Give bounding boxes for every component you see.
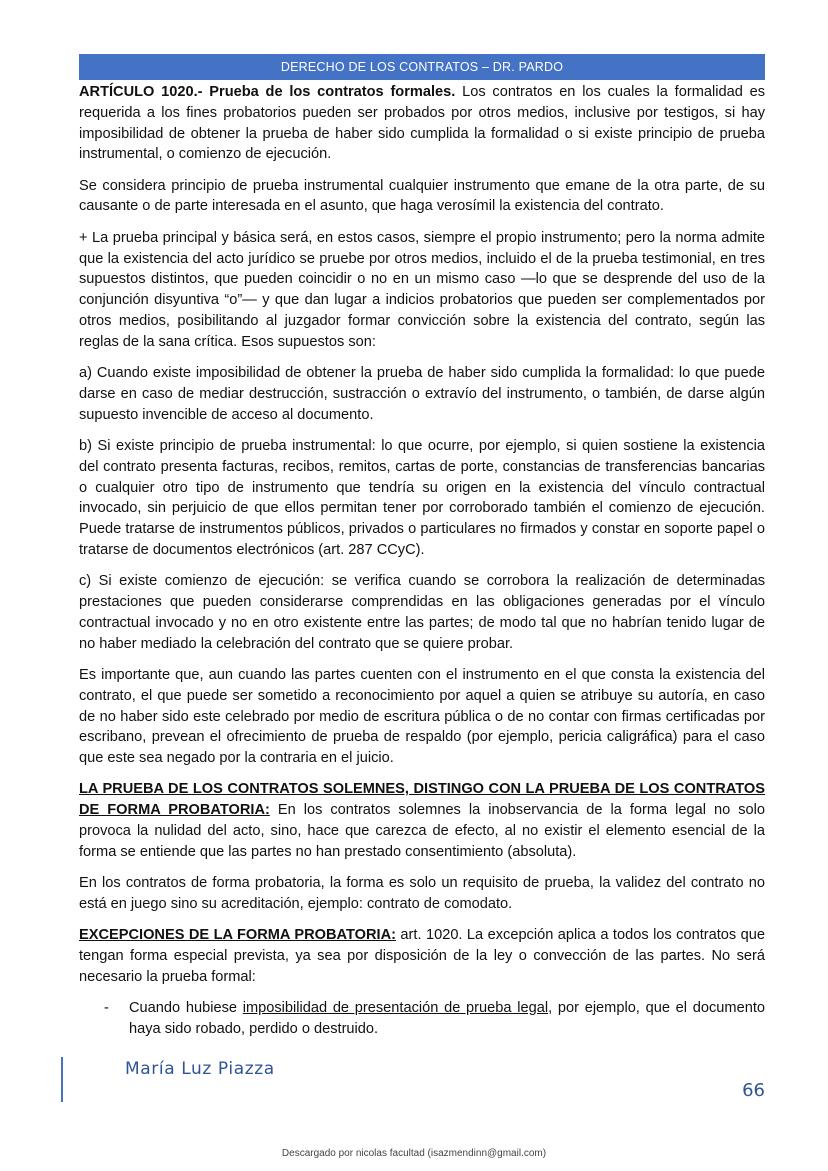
page-number: 66 bbox=[742, 1080, 765, 1101]
download-note: Descargado por nicolas facultad (isazmendinn@gmail.com) bbox=[281, 1148, 547, 1159]
list-item bbox=[79, 998, 765, 1040]
paragraph-excepciones bbox=[79, 925, 765, 987]
article-text: Los contratos en los cuales la formalidad es requerida a los fines probatorios pueden ser probados por otros medios, inclusive por testigos, si hay imposibilidad de obtener la prueba de haber sido cumplida la formalidad o si existe principio de prueba instrumental, o comienzo de ejecución. bbox=[79, 84, 765, 163]
paragraph-prueba-principal: + La prueba principal y básica será, en estos casos, siempre el propio instrumento; pero la norma admite que la existencia del acto jurídico se pruebe por otros medios, incluido el de la prueba testimonial, en tres supuestos distintos, que pueden coincidir o no en un mismo caso —lo que se desprende del uso de la conjunción disyuntiva “o”— y que dan lugar a indicios probatorios que pueden ser complementados por otros medios, posibilitando al juzgador formar convicción sobre la existencia del contrato, según las reglas de la sana crítica. Esos supuestos son: bbox=[79, 229, 765, 350]
paragraph-importante: Es importante que, aun cuando las partes cuenten con el instrumento en el que consta la existencia del contrato, el que puede ser sometido a reconocimiento por aquel a quien se atribuye su autoría, en caso de no haber sido este celebrado por medio de escritura pública o de no contar con firmas certificadas por escribano, prevean el ofrecimiento de prueba de respaldo (por ejemplo, pericia caligráfica) para el caso que este sea negado por la contraria en el juicio. bbox=[79, 666, 765, 767]
excepciones-heading: EXCEPCIONES DE LA FORMA PROBATORIA: bbox=[79, 927, 396, 944]
footer-accent-bar bbox=[61, 1057, 63, 1102]
document-body bbox=[79, 82, 765, 1040]
solemnes-text: En los contratos solemnes la inobservancia de la forma legal no solo provoca la nulidad del acto, sino, hace que carezca de efecto, al no existir el elemento esencial de la forma se entiende que las partes no han prestado consentimiento (absoluta). bbox=[79, 802, 765, 860]
paragraph-supuesto-a: a) Cuando existe imposibilidad de obtener la prueba de haber sido cumplida la formalidad: lo que puede darse en caso de mediar destrucción, sustracción o extravío del instrumento, o también, de darse algún supuesto invencible de acceso al documento. bbox=[79, 365, 765, 423]
paragraph-supuesto-b: b) Si existe principio de prueba instrumental: lo que ocurre, por ejemplo, si quien sostiene la existencia del contrato presenta facturas, recibos, remitos, cartas de porte, constancias de transferencias bancarias o cualquier otro tipo de instrumento que tendría su origen en la existencia del vínculo contractual invocado, sin perjuicio de que ellos permitan tener por corroborado también el comienzo de ejecución. Puede tratarse de instrumentos públicos, privados o particulares no firmados y constar en soporte papel o tratarse de documentos electrónicos (art. 287 CCyC). bbox=[79, 437, 765, 558]
list-dash: - bbox=[104, 1000, 109, 1017]
list-item-pre: Cuando hubiese bbox=[129, 1000, 243, 1017]
article-heading: ARTÍCULO 1020.- Prueba de los contratos formales. bbox=[79, 84, 456, 100]
article-paragraph bbox=[79, 82, 765, 165]
paragraph-supuesto-c: c) Si existe comienzo de ejecución: se verifica cuando se corrobora la realización de determinadas prestaciones que pueden considerarse comprendidas en las obligaciones generadas por el vínculo contractual invocado y no en otro existente entre las partes; de modo tal que no habrían tenido lugar de no haber mediado la celebración del contrato que se quiere probar. bbox=[79, 573, 765, 652]
exceptions-list bbox=[79, 998, 765, 1040]
paragraph-principio: Se considera principio de prueba instrumental cualquier instrumento que emane de la otra parte, de su causante o de parte interesada en el asunto, que haga verosímil la existencia del contrato. bbox=[79, 177, 765, 215]
list-item-post: , por ejemplo, que el documento haya sido robado, perdido o destruido. bbox=[129, 1000, 765, 1037]
solemnes-heading: LA PRUEBA DE LOS CONTRATOS SOLEMNES, DISTINGO CON LA PRUEBA DE LOS CONTRATOS DE FORMA PROBATORIA: bbox=[79, 781, 765, 819]
footer-author: María Luz Piazza bbox=[125, 1059, 275, 1079]
paragraph-solemnes bbox=[79, 779, 765, 862]
list-item-underlined: imposibilidad de presentación de prueba legal bbox=[242, 1000, 549, 1017]
paragraph-forma-probatoria: En los contratos de forma probatoria, la forma es solo un requisito de prueba, la validez del contrato no está en juego sino su acreditación, ejemplo: contrato de comodato. bbox=[79, 875, 765, 912]
document-header: DERECHO DE LOS CONTRATOS – DR. PARDO bbox=[79, 54, 765, 80]
excepciones-text: art. 1020. La excepción aplica a todos los contratos que tengan forma especial prevista, ya sea por disposición de la ley o convección de las partes. No será necesario la prueba formal: bbox=[79, 927, 765, 985]
